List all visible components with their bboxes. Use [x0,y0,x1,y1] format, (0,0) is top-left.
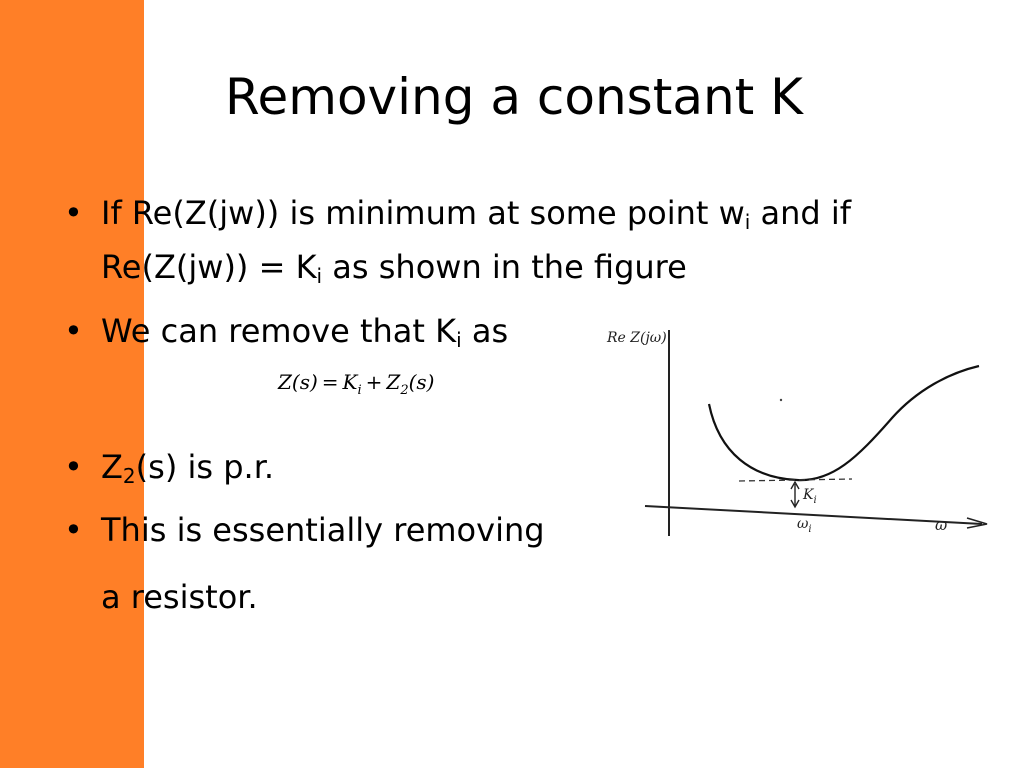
bullet-1-line2-pre: Re(Z(jw)) = K [101,248,317,286]
bullet-3-sub: 2 [122,464,136,488]
bullet-3-pre: Z [101,448,123,486]
ki-label-sub: i [813,495,817,506]
equation-k-sub: i [357,383,362,398]
bullet-2-text [101,304,508,358]
bullet-dot: • [64,312,83,350]
ki-label [802,487,817,506]
stray-dot [780,399,782,401]
y-axis-label: Re Z(jω) [607,330,667,346]
bullet-dot: • [64,448,83,486]
equation-z2-arg: (s) [408,370,435,394]
wi-label [797,516,812,535]
equation [278,370,435,398]
wi-label-sub: i [808,524,812,535]
bullet-1-text [101,186,851,240]
equation-z2: Z [386,370,401,394]
re-z-curve [709,366,979,480]
figure [597,318,997,558]
accent-bar [0,0,144,768]
bullet-1-line-2 [101,240,687,294]
bullet-dot: • [64,194,83,232]
x-axis [645,506,982,524]
bullet-1-pre: If Re(Z(jw)) is minimum at some point w [101,194,745,232]
equation-z2-sub: 2 [400,383,409,398]
bullet-2-pre: We can remove that K [101,312,457,350]
bullet-1-line2-sub: i [316,264,323,288]
figure-svg [597,318,997,558]
x-axis-label: ω [935,516,948,534]
ki-label-k: K [803,487,814,503]
bullet-4-text: This is essentially removing [101,511,545,549]
equation-plus: + [365,370,383,394]
bullet-1-post: and if [750,194,852,232]
bullet-4-line-2: a resistor. [101,578,258,616]
equation-equals: = [321,370,339,394]
bullet-3-post: (s) is p.r. [135,448,275,486]
bullet-2-sub: i [456,328,462,352]
wi-label-w: ω [797,516,809,532]
bullet-dot: • [64,511,83,549]
bullet-1-sub: i [744,210,751,234]
bullet-3-text [101,440,274,494]
equation-k: K [342,370,358,394]
equation-lhs: Z(s) [278,370,318,394]
slide-title: Removing a constant K [225,68,803,126]
bullet-2-post: as [461,312,509,350]
bullet-1-line2-post: as shown in the figure [322,248,687,286]
